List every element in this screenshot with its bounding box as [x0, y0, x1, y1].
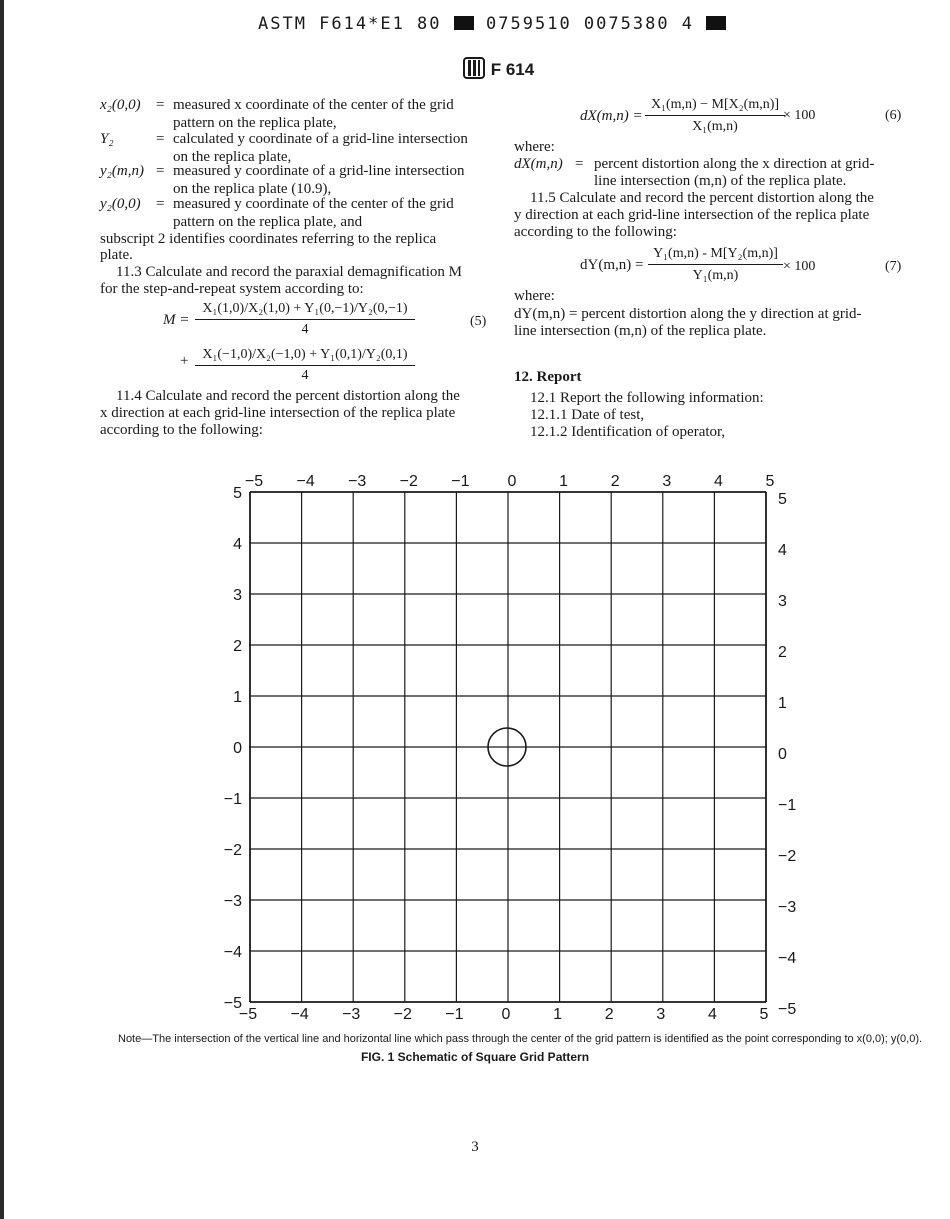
- bottom-tick-label: −5: [238, 1006, 258, 1023]
- bottom-tick-label: −2: [393, 1006, 412, 1023]
- para-11-3-cont: for the step-and-repeat system according to:: [100, 281, 364, 297]
- figure-note: [118, 1033, 922, 1045]
- top-tick-label: −5: [244, 473, 264, 490]
- right-tick-label: 4: [778, 542, 787, 559]
- bottom-tick-label: 2: [604, 1006, 614, 1023]
- top-tick-label: 2: [610, 473, 620, 490]
- item-12-1-2: 12.1.2 Identification of operator,: [530, 424, 726, 440]
- left-tick-label: 3: [233, 587, 242, 604]
- subscript-note-cont: plate.: [100, 247, 133, 263]
- top-tick-label: −1: [451, 473, 470, 490]
- bottom-tick-label: 3: [656, 1006, 666, 1023]
- right-tick-label: −5: [778, 1001, 797, 1018]
- para-11-4-cont2: according to the following:: [100, 422, 263, 438]
- right-tick-label: −4: [778, 950, 797, 967]
- top-tick-label: 3: [662, 473, 672, 490]
- left-tick-label: −5: [223, 995, 242, 1012]
- para-11-4-cont: x direction at each grid-line intersection of the replica plate: [100, 405, 456, 421]
- para-11-4: 11.4 Calculate and record the percent distortion along the: [116, 388, 460, 404]
- top-tick-label: 5: [765, 473, 775, 490]
- left-tick-label: 4: [233, 536, 242, 553]
- equation-number: (7): [885, 259, 902, 274]
- where-label: where:: [514, 139, 555, 155]
- left-tick-label: −2: [223, 842, 242, 859]
- right-tick-label: 3: [778, 593, 787, 610]
- item-12-1-1: 12.1.1 Date of test,: [530, 407, 645, 423]
- note-text: The intersection of the vertical line and horizontal line which pass through the center of the grid pattern is identified as the point corresponding to x(0,0); y(0,0).: [152, 1033, 923, 1045]
- definition-dy-cont: line intersection (m,n) of the replica plate.: [514, 323, 767, 339]
- item-12-1: 12.1 Report the following information:: [530, 390, 764, 406]
- figure-caption: FIG. 1 Schematic of Square Grid Pattern: [360, 1050, 590, 1064]
- top-tick-label: −4: [296, 473, 315, 490]
- bottom-tick-label: −4: [290, 1006, 309, 1023]
- left-tick-label: −1: [223, 791, 242, 808]
- subscript-note: subscript 2 identifies coordinates referring to the replica: [100, 231, 437, 247]
- right-tick-label: −1: [778, 797, 797, 814]
- para-11-3: 11.3 Calculate and record the paraxial demagnification M: [116, 264, 462, 280]
- grid-lines: [250, 492, 766, 1002]
- left-tick-label: 2: [233, 638, 242, 655]
- equation-number: (6): [885, 108, 902, 123]
- stamp-number: 0759510 0075380 4: [486, 14, 695, 34]
- definition-dy: dY(m,n) = percent distortion along the y direction at grid-: [514, 306, 862, 322]
- section-12-heading: 12. Report: [514, 369, 582, 385]
- left-tick-label: −4: [223, 944, 242, 961]
- right-tick-label: 0: [778, 746, 787, 763]
- top-tick-label: −2: [399, 473, 418, 490]
- right-tick-label: 2: [778, 644, 787, 661]
- bottom-tick-label: 1: [553, 1006, 563, 1023]
- stamp-code: ASTM F614*E1 80: [258, 14, 442, 34]
- bottom-tick-label: −1: [445, 1006, 464, 1023]
- para-11-5-cont: y direction at each grid-line intersection of the replica plate: [514, 207, 870, 223]
- para-11-5-cont2: according to the following:: [514, 224, 677, 240]
- page-number: 3: [471, 1139, 479, 1155]
- where-label: where:: [514, 288, 555, 304]
- tick-labels: [224, 473, 797, 1023]
- right-tick-label: −3: [778, 899, 797, 916]
- para-11-5: 11.5 Calculate and record the percent distortion along the: [530, 190, 874, 206]
- bottom-tick-label: 5: [759, 1006, 769, 1023]
- top-tick-label: −3: [348, 473, 367, 490]
- right-tick-label: −2: [778, 848, 797, 865]
- designation-number: F 614: [490, 60, 535, 79]
- top-tick-label: 4: [713, 473, 723, 490]
- bottom-tick-label: −3: [342, 1006, 361, 1023]
- right-tick-label: 5: [778, 491, 787, 508]
- left-tick-label: 0: [233, 740, 242, 757]
- left-tick-label: 1: [233, 689, 242, 706]
- bottom-tick-label: 4: [707, 1006, 717, 1023]
- top-tick-label: 1: [559, 473, 569, 490]
- left-tick-label: 5: [233, 485, 242, 502]
- bottom-tick-label: 0: [501, 1006, 511, 1023]
- left-tick-label: −3: [223, 893, 242, 910]
- note-label: Note—: [118, 1033, 153, 1045]
- equation-number: (5): [470, 314, 487, 329]
- top-tick-label: 0: [507, 473, 517, 490]
- right-tick-label: 1: [778, 695, 787, 712]
